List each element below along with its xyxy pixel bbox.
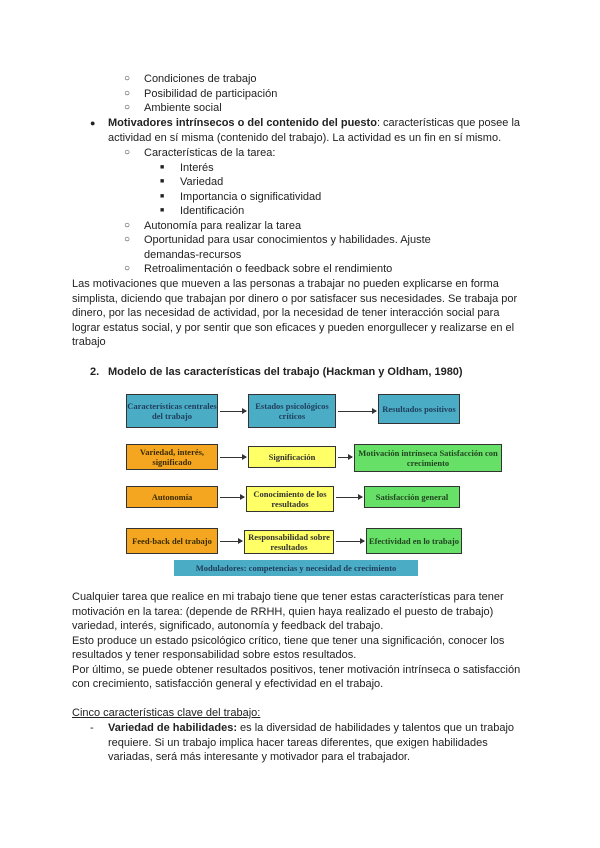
list-item-retroalimentacion: ○ Retroalimentación o feedback sobre el rendimiento <box>144 262 392 276</box>
diagram-row3-output: Efectividad en lo trabajo <box>366 528 462 554</box>
paragraph2-line: resultados y tener responsabilidad sobre estos resultados. <box>72 649 357 661</box>
diagram-header-estados: Estados psicológicos críticos <box>248 394 336 428</box>
list-item-ambiente: ○ Ambiente social <box>144 101 222 115</box>
diagram-moduladores: Moduladores: competencias y necesidad de crecimiento <box>174 560 418 576</box>
paragraph1-line: simplista, diciendo que trabajan por dinero o por satisfacer sus necesidades. Se trabaja por <box>72 293 518 305</box>
cinco-item1-text: es la diversidad de habilidades y talentos que un trabajo <box>237 722 515 734</box>
paragraph1-line: trabajo <box>72 336 106 348</box>
arrow-right-icon <box>220 457 246 458</box>
diagram-row1-state: Significación <box>248 446 336 468</box>
diagram-row2-output: Satisfacción general <box>364 486 460 508</box>
diagram-header-caracteristicas: Características centrales del trabajo <box>126 394 218 428</box>
section-number: 2. <box>90 366 100 378</box>
paragraph2-line: variedad, interés, significado, autonomía y feedback del trabajo. <box>72 620 384 632</box>
motivadores-bold: Motivadores intrínsecos o del contenido del puesto <box>108 117 377 129</box>
arrow-right-icon <box>336 497 362 498</box>
section-title: Modelo de las características del trabajo (Hackman y Oldham, 1980) <box>108 366 463 378</box>
oportunidad-continuation: demandas-recursos <box>144 249 242 261</box>
cinco-item-variedad <box>108 721 514 735</box>
list-item-condiciones: ○ Condiciones de trabajo <box>144 72 257 86</box>
motivadores-text: : características que posee la <box>376 117 521 129</box>
cinco-title: Cinco características clave del trabajo: <box>72 707 261 719</box>
list-item-oportunidad: ○ Oportunidad para usar conocimientos y habilidades. Ajuste <box>144 233 431 247</box>
paragraph2-line: Cualquier tarea que realice en mi trabajo tiene que tener estas características para tener <box>72 591 504 603</box>
diagram-row2-input: Autonomía <box>126 486 218 508</box>
paragraph1-line: dinero, por las necesidad de actividad, por la necesidad de tener interacción social para <box>72 307 500 319</box>
diagram-row1-input: Variedad, interés, significado <box>126 444 218 470</box>
arrow-right-icon <box>338 411 376 412</box>
diagram-row1-output: Motivación intrínseca Satisfacción con crecimiento <box>354 444 502 472</box>
paragraph1-line: Las motivaciones que mueven a las personas a trabajar no pueden explicarse en forma <box>72 278 499 290</box>
cinco-item1-continuation: variadas, será más interesante y motivador para el trabajador. <box>108 751 411 763</box>
paragraph2-line: con crecimiento, satisfacción general y efectividad en el trabajo. <box>72 678 384 690</box>
list-item-participacion: ○ Posibilidad de participación <box>144 87 277 101</box>
arrow-right-icon <box>220 497 244 498</box>
subitem-importancia: ■ Importancia o significatividad <box>180 190 321 204</box>
paragraph1-line: lograr estatus social, y por sentir que son eficaces y pueden enorgullecer y realizarse en el <box>72 322 515 334</box>
paragraph2-line: Por último, se puede obtener resultados positivos, tener motivación intrínseca o satisfacción <box>72 664 521 676</box>
arrow-right-icon <box>336 541 364 542</box>
arrow-right-icon <box>220 411 246 412</box>
subitem-identificacion: ■ Identificación <box>180 204 244 218</box>
cinco-item1-bold: Variedad de habilidades: <box>108 722 237 734</box>
subitem-variedad: ■ Variedad <box>180 175 223 189</box>
list-item-autonomia: ○ Autonomía para realizar la tarea <box>144 219 301 233</box>
diagram-row3-input: Feed-back del trabajo <box>126 528 218 554</box>
cinco-item1-continuation: requiere. Si un trabajo implica hacer tareas diferentes, que exigen habilidades <box>108 737 488 749</box>
subitem-interes: ■ Interés <box>180 161 214 175</box>
hackman-oldham-diagram <box>122 390 502 580</box>
list-item-motivadores <box>108 116 520 130</box>
diagram-row2-state: Conocimiento de los resultados <box>246 486 334 512</box>
arrow-right-icon <box>220 541 242 542</box>
arrow-right-icon <box>338 457 352 458</box>
paragraph2-line: Esto produce un estado psicológico crítico, tiene que tener una significación, conocer los <box>72 635 505 647</box>
diagram-row3-state: Responsabilidad sobre resultados <box>244 530 334 554</box>
diagram-header-resultados: Resultados positivos <box>378 394 460 424</box>
paragraph2-line: motivación en la tarea: (depende de RRHH, quien haya realizado el puesto de trabajo) <box>72 606 494 618</box>
list-item-caracteristicas: ○ Características de la tarea: <box>144 146 275 160</box>
motivadores-continuation: actividad en sí misma (contenido del trabajo). La actividad es un fin en sí mismo. <box>108 132 502 144</box>
